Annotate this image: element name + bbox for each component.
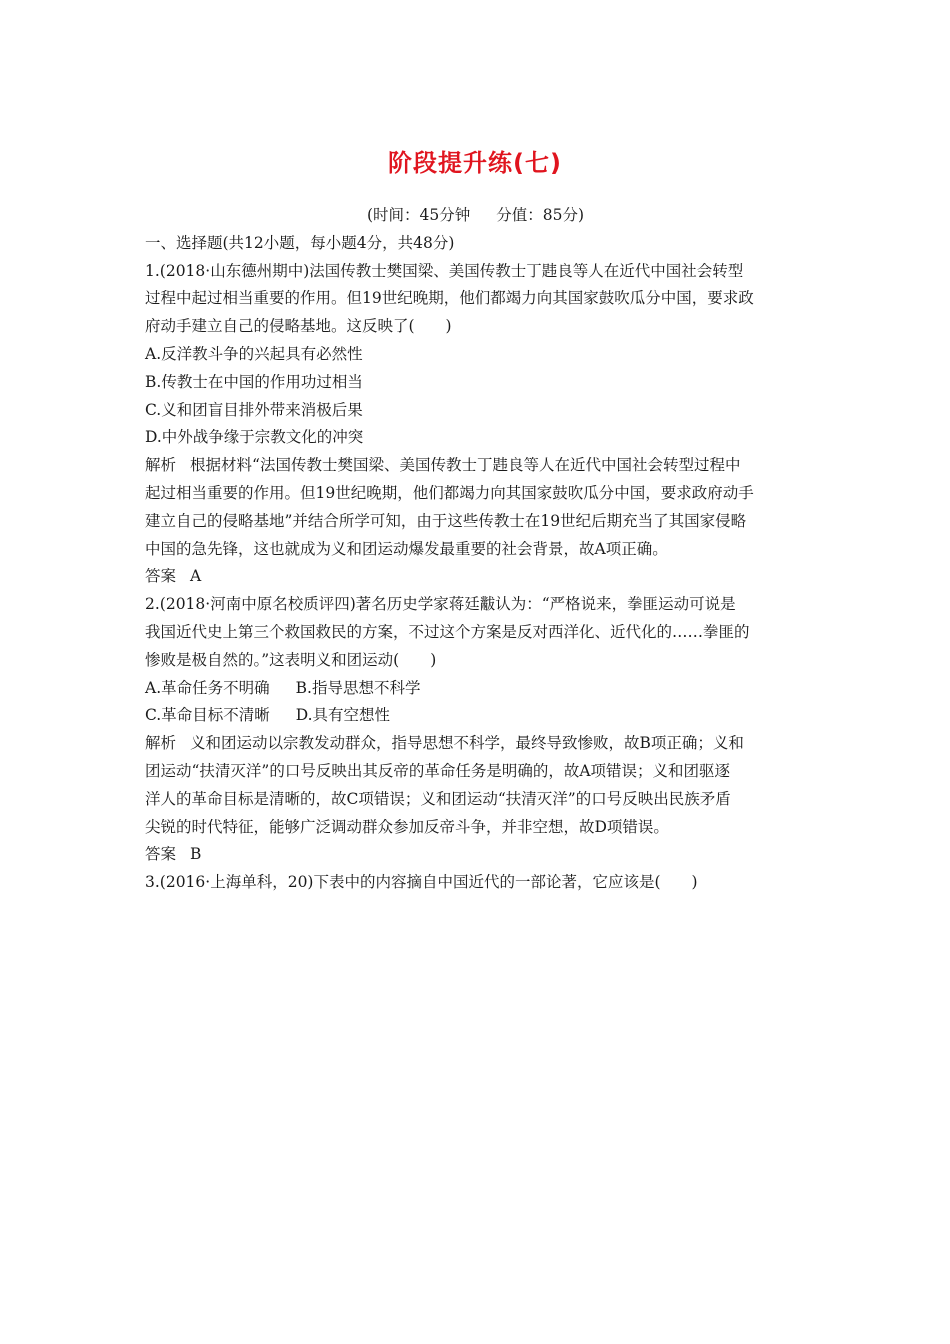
answer-line [145,563,810,591]
options-row [145,702,810,730]
question-text-line: 过程中起过相当重要的作用。但19世纪晚期，他们都竭力向其国家鼓吹瓜分中国，要求政 [145,289,754,308]
question-text-line: 我国近代史上第三个救国救民的方案，不过这个方案是反对西洋化、近代化的……拳匪的 [145,622,750,641]
options-row [145,675,810,703]
analysis-line [145,452,810,480]
exam-score: 分值：85分) [496,206,585,224]
option-d: D.中外战争缘于宗教文化的冲突 [145,428,364,447]
answer-label: 答案 [145,845,177,864]
analysis-line: 中国的急先锋，这也就成为义和团运动爆发最重要的社会背景，故A项正确。 [145,539,668,558]
option-a: A.革命任务不明确 [145,678,270,697]
exam-time: (时间：45分钟 [367,206,471,224]
option-b: B.指导思想不科学 [295,678,421,697]
analysis-text: 根据材料“法国传教士樊国梁、美国传教士丁韪良等人在近代中国社会转型过程中 [190,456,741,475]
document-body [145,202,810,897]
question-1 [145,258,810,592]
analysis-line: 起过相当重要的作用。但19世纪晚期，他们都竭力向其国家鼓吹瓜分中国，要求政府动手 [145,483,754,502]
answer-value: A [190,567,202,586]
analysis-line: 建立自己的侵略基地”并结合所学可知，由于这些传教士在19世纪后期充当了其国家侵略 [145,511,747,530]
analysis-line: 尖锐的时代特征，能够广泛调动群众参加反帝斗争，并非空想，故D项错误。 [145,817,669,836]
exam-meta [145,202,810,230]
section-heading: 一、选择题(共12小题，每小题4分，共48分) [145,233,455,252]
question-2 [145,591,810,869]
analysis-text: 义和团运动以宗教发动群众，指导思想不科学，最终导致惨败，故B项正确；义和 [190,734,744,753]
analysis-line: 团运动“扶清灭洋”的口号反映出其反帝的革命任务是明确的，故A项错误；义和团驱逐 [145,761,731,780]
option-c: C.义和团盲目排外带来消极后果 [145,400,363,419]
question-text-line: 1.(2018·山东德州期中)法国传教士樊国梁、美国传教士丁韪良等人在近代中国社会转型 [145,261,744,280]
question-text-line: 府动手建立自己的侵略基地。这反映了( ) [145,317,452,336]
analysis-label: 解析 [145,734,177,753]
analysis-line [145,730,810,758]
question-text-line: 3.(2016·上海单科，20)下表中的内容摘自中国近代的一部论著，它应该是( ) [145,873,698,892]
question-text-line: 惨败是极自然的。”这表明义和团运动( ) [145,650,437,669]
answer-line [145,841,810,869]
answer-value: B [190,845,202,864]
answer-label: 答案 [145,567,177,586]
option-a: A.反洋教斗争的兴起具有必然性 [145,344,363,363]
analysis-label: 解析 [145,456,177,475]
question-text-line: 2.(2018·河南中原名校质评四)著名历史学家蒋廷黻认为：“严格说来，拳匪运动可说是 [145,595,736,614]
option-d: D.具有空想性 [295,706,391,725]
option-c: C.革命目标不清晰 [145,706,270,725]
option-b: B.传教士在中国的作用功过相当 [145,372,363,391]
page-title: 阶段提升练(七) [388,149,562,177]
question-3 [145,869,810,897]
analysis-line: 洋人的革命目标是清晰的，故C项错误；义和团运动“扶清灭洋”的口号反映出民族矛盾 [145,789,731,808]
